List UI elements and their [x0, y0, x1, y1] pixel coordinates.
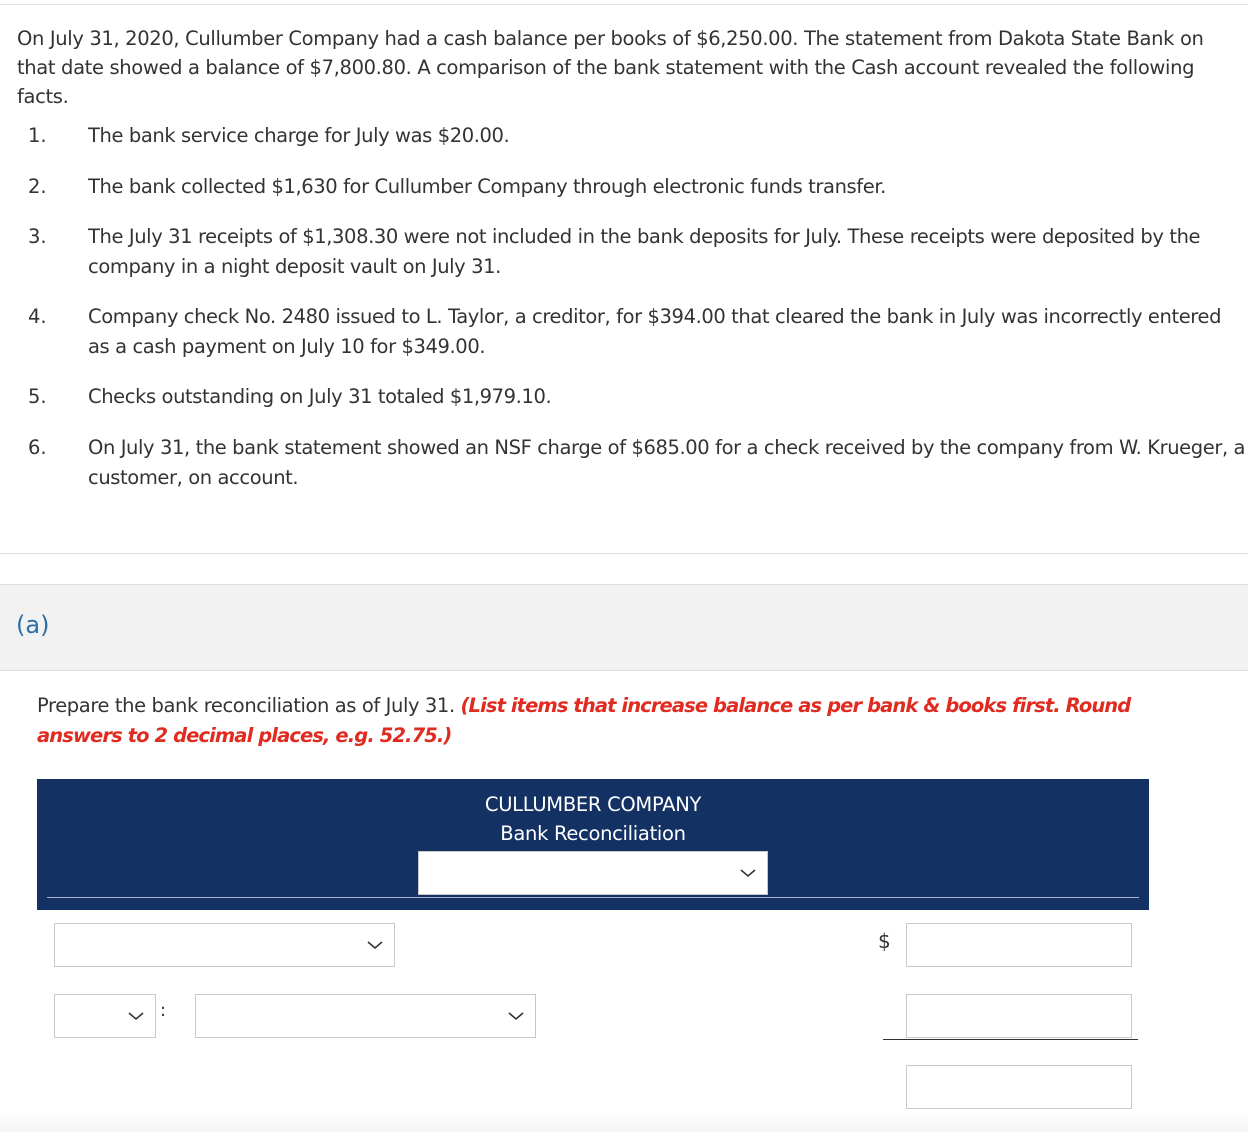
fact-text: On July 31, the bank statement showed an NSF charge of $685.00 for a check received by the company from W. Krueger, a customer, on account.	[88, 436, 1246, 489]
fact-text: Company check No. 2480 issued to L. Taylor, a creditor, for $394.00 that cleared the bank in July was incorrectly entered as a cash payment on July 10 for $349.00.	[88, 305, 1222, 358]
chevron-down-icon	[127, 1011, 145, 1021]
instruction-note: (List items that increase balance as per bank & books first. Round answers to 2 decimal places, e.g. 52.75.)	[37, 694, 1131, 747]
report-title: Bank Reconciliation	[500, 822, 686, 845]
row2-amount-input[interactable]	[906, 994, 1132, 1038]
chevron-down-icon	[366, 940, 384, 950]
page-bottom-fade	[0, 1112, 1248, 1132]
fact-number: 2.	[28, 175, 47, 198]
part-header	[0, 584, 1248, 671]
row1-amount-input[interactable]	[906, 923, 1132, 967]
currency-symbol: $	[878, 929, 891, 953]
date-select[interactable]	[418, 851, 768, 895]
chevron-down-icon	[507, 1011, 525, 1021]
problem-intro: On July 31, 2020, Cullumber Company had a cash balance per books of $6,250.00. The statement from Dakota State Bank on that date showed a balance of $7,800.80. A comparison of the bank statement with the Cash account revealed the following facts.	[17, 27, 1204, 108]
fact-text: The bank service charge for July was $20.00.	[88, 124, 510, 147]
instruction	[37, 691, 1217, 751]
row2-item-select[interactable]	[195, 994, 536, 1038]
part-label: (a)	[16, 611, 50, 639]
row2-type-select[interactable]	[54, 994, 156, 1038]
fact-number: 4.	[28, 305, 47, 328]
reconciliation-header	[37, 779, 1149, 910]
row2-separator: :	[160, 1000, 167, 1021]
header-divider	[47, 897, 1139, 898]
subtotal-rule	[883, 1039, 1138, 1040]
fact-number: 3.	[28, 225, 47, 248]
section-divider	[0, 553, 1248, 554]
fact-number: 6.	[28, 436, 47, 459]
fact-text: The bank collected $1,630 for Cullumber Company through electronic funds transfer.	[88, 175, 886, 198]
row3-amount-input[interactable]	[906, 1065, 1132, 1109]
instruction-text: Prepare the bank reconciliation as of July 31.	[37, 694, 461, 717]
fact-number: 1.	[28, 124, 47, 147]
chevron-down-icon	[739, 868, 757, 878]
fact-text: Checks outstanding on July 31 totaled $1,979.10.	[88, 385, 552, 408]
fact-number: 5.	[28, 385, 47, 408]
top-divider	[0, 4, 1248, 5]
row1-item-select[interactable]	[54, 923, 395, 967]
fact-text: The July 31 receipts of $1,308.30 were not included in the bank deposits for July. These receipts were deposited by the company in a night deposit vault on July 31.	[88, 225, 1201, 278]
company-name: CULLUMBER COMPANY	[484, 793, 702, 816]
